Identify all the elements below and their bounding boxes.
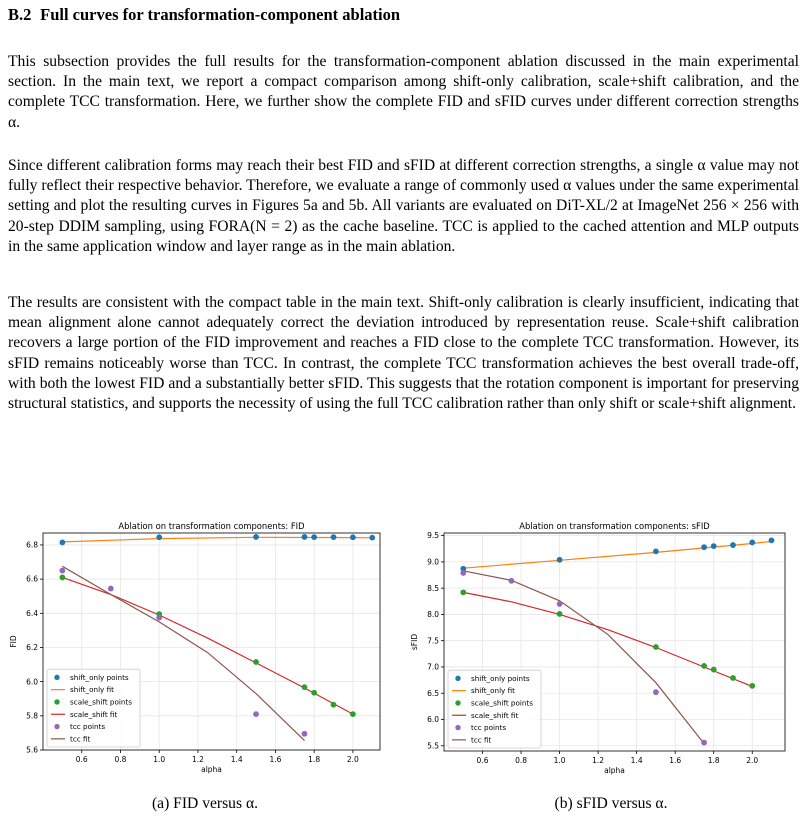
sfid-legend-marker [455, 725, 460, 730]
fid-legend-marker [54, 699, 59, 704]
fid-shift-only-points-point [59, 539, 65, 545]
fid-scale-shift-points-point [350, 711, 356, 717]
sfid-shift-only-points-point [653, 548, 659, 554]
fid-legend-label: tcc points [70, 722, 106, 732]
sfid-legend-marker [455, 700, 460, 705]
fid-shift-only-points-point [311, 534, 317, 540]
figure-fid [6, 512, 401, 772]
fid-xtick-label: 1.2 [191, 755, 204, 764]
sfid-xtick-label: 0.6 [476, 756, 489, 765]
fid-legend-label: tcc fit [70, 734, 91, 744]
fid-ytick-label: 6.0 [26, 677, 38, 687]
fid-shift-only-points-point [253, 534, 259, 540]
sfid-xtick-label: 1.0 [553, 756, 566, 765]
sfid-legend-label: scale_shift points [471, 698, 533, 708]
sfid-xtick-label: 1.4 [630, 756, 643, 765]
fid-legend-label: shift_only points [70, 672, 129, 682]
section-heading [8, 5, 400, 25]
sfid-tcc-points-point [509, 578, 515, 584]
figure-sfid [410, 512, 807, 775]
fid-shift-only-points-point [302, 534, 308, 540]
sfid-legend-label: scale_shift fit [471, 710, 519, 720]
sfid-tcc-points-point [653, 689, 659, 695]
paragraph-intro: This subsection provides the full results for the transformation-component ablation discussed in the main experimental section. In the main text, we report a compact comparison among shift-only calibration, scale+shift calibration, and the complete TCC transformation. Here, we further show the complete FID and sFID curves under different correction strengths α. [8, 53, 799, 131]
sfid-shift-only-fit-line [463, 541, 771, 568]
fid-shift-only-points-point [350, 534, 356, 540]
fid-xtick-label: 1.0 [153, 755, 166, 764]
fid-legend-marker [54, 724, 59, 729]
fid-chart-title: Ablation on transformation components: FID [118, 521, 305, 531]
sfid-scale-shift-points-point [701, 663, 707, 669]
sfid-ytick-label: 7.5 [427, 636, 439, 646]
sfid-scale-shift-points-point [557, 611, 563, 617]
sfid-xtick-label: 0.8 [515, 756, 528, 765]
sfid-ytick-label: 6.5 [427, 688, 439, 698]
sfid-x-axis-label: alpha [604, 766, 625, 775]
fid-scale-shift-points-point [331, 702, 337, 708]
sfid-chart-title: Ablation on transformation components: sFID [519, 521, 710, 531]
paragraph-results: The results are consistent with the compact table in the main text. Shift-only calibration is clearly insufficient, indicating that mean alignment alone cannot adequately correct the deviation introduced by representation reuse. Scale+shift calibration recovers a large portion of the FID improvement and reaches a FID close to the complete TCC transformation. However, its sFID remains noticeably worse than TCC. In contrast, the complete TCC transformation achieves the best overall trade-off, with both the lowest FID and a substantially better sFID. This suggests that the rotation component is important for preserving structural statistics, and supports the necessity of using the full TCC calibration rather than only shift or scale+shift alignment. [8, 294, 799, 413]
sfid-shift-only-points-point [711, 543, 717, 549]
fid-ytick-label: 6.6 [26, 574, 38, 584]
sfid-tcc-points-point [557, 601, 563, 607]
sfid-ytick-label: 9.0 [427, 557, 439, 567]
fid-ytick-label: 6.8 [26, 540, 38, 550]
fid-tcc-points-point [59, 568, 65, 574]
fid-ytick-label: 5.6 [26, 745, 38, 755]
fid-tcc-points-point [302, 731, 308, 737]
sfid-ytick-label: 9.5 [427, 531, 439, 541]
sfid-xtick-label: 2.0 [746, 756, 759, 765]
sfid-tcc-points-point [460, 570, 466, 576]
sfid-legend-marker [455, 676, 460, 681]
fid-legend-label: scale_shift points [70, 697, 132, 707]
fid-ytick-label: 6.2 [26, 643, 38, 653]
fid-legend-marker [54, 675, 59, 680]
section-title: Full curves for transformation-component ablation [40, 5, 401, 24]
fid-xtick-label: 1.8 [308, 755, 321, 764]
sfid-scale-shift-points-point [460, 589, 466, 595]
sfid-shift-only-points-point [701, 544, 707, 550]
fid-scale-shift-points-point [253, 659, 259, 665]
sfid-legend-label: shift_only fit [471, 686, 515, 696]
fid-ytick-label: 5.8 [26, 711, 38, 721]
sfid-xtick-label: 1.8 [707, 756, 720, 765]
fid-scale-shift-points-point [59, 575, 65, 581]
fid-x-axis-label: alpha [201, 765, 222, 774]
sfid-shift-only-points-point [730, 542, 736, 548]
fid-shift-only-points-point [156, 534, 162, 540]
section-number: B.2 [8, 5, 32, 24]
fid-legend-label: shift_only fit [70, 685, 114, 695]
sfid-shift-only-points-point [557, 557, 563, 563]
sfid-scale-shift-points-point [711, 667, 717, 673]
fid-tcc-points-point [156, 615, 162, 621]
fid-xtick-label: 2.0 [346, 755, 359, 764]
sfid-scale-shift-points-point [730, 675, 736, 681]
sfid-ytick-label: 7.0 [427, 662, 439, 672]
paragraph-setup: Since different calibration forms may reach their best FID and sFID at different correction strengths, a single α value may not fully reflect their respective behavior. Therefore, we evaluate a range of commonly used α values under the same experimental setting and plot the resulting curves in Figures 5a and 5b. All variants are evaluated on DiT-XL/2 at ImageNet 256 × 256 with 20-step DDIM sampling, using FORA(N = 2) as the cache baseline. TCC is applied to the cached attention and MLP outputs in the same application window and layer range as in the main ablation. [8, 157, 799, 255]
sfid-chart [410, 512, 807, 775]
fid-scale-shift-points-point [311, 690, 317, 696]
sfid-ytick-label: 8.5 [427, 583, 439, 593]
fid-legend-label: scale_shift fit [70, 709, 118, 719]
sfid-ytick-label: 5.5 [427, 741, 439, 751]
sfid-shift-only-points-point [769, 537, 775, 543]
sfid-legend-label: shift_only points [471, 673, 530, 683]
sfid-legend-label: tcc points [471, 723, 507, 733]
fid-xtick-label: 0.6 [75, 755, 88, 764]
fid-shift-only-points-point [369, 535, 375, 541]
sfid-ytick-label: 6.0 [427, 715, 439, 725]
fid-xtick-label: 1.4 [230, 755, 243, 764]
fid-tcc-points-point [253, 711, 259, 717]
sfid-tcc-points-point [701, 740, 707, 746]
sfid-shift-only-points-point [749, 540, 755, 546]
fid-ytick-label: 6.4 [26, 608, 38, 618]
fid-tcc-points-point [108, 586, 114, 592]
sfid-ytick-label: 8.0 [427, 610, 439, 620]
fid-y-axis-label: FID [9, 635, 18, 648]
sfid-xtick-label: 1.2 [592, 756, 605, 765]
sfid-scale-shift-points-point [653, 644, 659, 650]
fid-xtick-label: 0.8 [114, 755, 127, 764]
fid-xtick-label: 1.6 [269, 755, 282, 764]
fid-chart [6, 512, 401, 772]
fid-shift-only-points-point [331, 534, 337, 540]
sfid-legend-label: tcc fit [471, 735, 492, 745]
caption-sfid: (b) sFID versus α. [554, 795, 668, 812]
fid-scale-shift-points-point [302, 684, 308, 690]
caption-fid: (a) FID versus α. [151, 795, 259, 812]
fid-shift-only-fit-line [62, 537, 372, 542]
sfid-y-axis-label: sFID [410, 633, 419, 651]
sfid-xtick-label: 1.6 [669, 756, 682, 765]
sfid-scale-shift-points-point [749, 683, 755, 689]
